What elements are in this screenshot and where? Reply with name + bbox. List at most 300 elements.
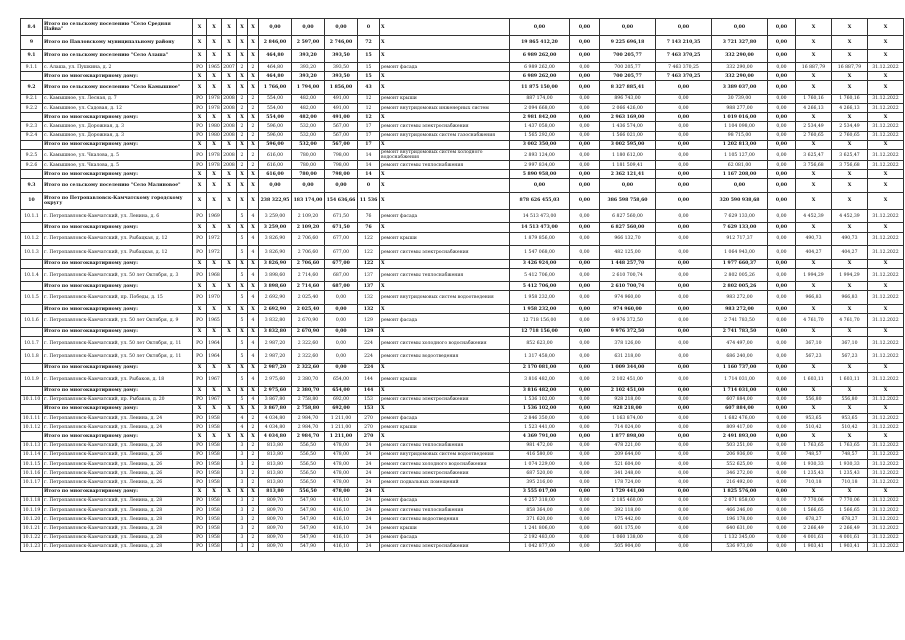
table-cell: 852 623,00 bbox=[510, 336, 570, 350]
table-cell: 1 682 476,00 bbox=[712, 414, 768, 423]
table-cell: 2 109,20 bbox=[292, 209, 325, 223]
table-cell: 2 bbox=[248, 122, 259, 131]
table-cell: 2 bbox=[248, 469, 259, 478]
table-cell: 2 185 460,00 bbox=[600, 496, 656, 505]
table-cell: 0,00 bbox=[570, 150, 600, 161]
table-cell: 1 930,33 bbox=[796, 460, 832, 469]
table-cell: 2 706,60 bbox=[292, 246, 325, 260]
table-total-row bbox=[21, 327, 904, 336]
table-cell: 1958 bbox=[207, 450, 222, 459]
table-cell: 2 bbox=[248, 161, 259, 170]
table-cell: 0,00 bbox=[570, 304, 600, 313]
table-cell: 2 bbox=[248, 496, 259, 505]
table-cell: 2 741 783,50 bbox=[712, 314, 768, 328]
table-cell: 2 714,60 bbox=[292, 268, 325, 282]
table-cell: 224 bbox=[358, 336, 380, 350]
table-cell: 12 718 156,00 bbox=[510, 314, 570, 328]
table-cell: 0,00 bbox=[768, 170, 796, 179]
table-cell: 0,00 bbox=[656, 81, 712, 95]
table-cell bbox=[222, 232, 237, 246]
table-row bbox=[21, 209, 904, 223]
table-cell: 7 770,06 bbox=[796, 496, 832, 505]
table-cell bbox=[222, 542, 237, 551]
table-cell: 521 604,00 bbox=[600, 460, 656, 469]
address-cell: г. Петропавловск-Камчатский, ул. Ленина, д. 24 bbox=[43, 423, 193, 432]
table-cell bbox=[222, 524, 237, 533]
table-cell: 1 167 208,00 bbox=[712, 170, 768, 179]
table-cell: 76 bbox=[358, 209, 380, 223]
table-cell: X bbox=[222, 140, 237, 149]
table-cell: X bbox=[796, 192, 832, 209]
table-cell: 0,00 bbox=[570, 441, 600, 450]
table-cell: 4 034,80 bbox=[259, 423, 292, 432]
table-cell: 2 984,70 bbox=[292, 432, 325, 441]
table-cell: 178 724,00 bbox=[600, 478, 656, 487]
table-cell: 2 746,00 bbox=[325, 36, 358, 50]
table-row bbox=[21, 161, 904, 170]
table-row bbox=[21, 505, 904, 514]
table-cell: X bbox=[248, 81, 259, 95]
table-cell: 1958 bbox=[207, 496, 222, 505]
table-cell: 1 241 806,00 bbox=[510, 524, 570, 533]
table-cell bbox=[21, 304, 43, 313]
table-cell: 0,00 bbox=[656, 487, 712, 496]
table-cell: 813,80 bbox=[259, 487, 292, 496]
table-cell: РО bbox=[193, 414, 207, 423]
table-cell: 2 bbox=[248, 104, 259, 113]
table-cell: 2 610 700,74 bbox=[600, 268, 656, 282]
table-cell: 153 bbox=[358, 404, 380, 413]
table-cell: 10.1.13 bbox=[21, 441, 43, 450]
table-cell: 983 272,00 bbox=[712, 291, 768, 305]
address-cell: с. Алаша, ул. Пушкина, д. 2 bbox=[43, 63, 193, 72]
table-cell: 6 989 262,00 bbox=[510, 63, 570, 72]
table-cell: 2 984,70 bbox=[292, 423, 325, 432]
table-cell: 490,73 bbox=[796, 232, 832, 246]
table-cell bbox=[222, 505, 237, 514]
table-cell: 30 739,00 bbox=[712, 94, 768, 103]
table-cell: X bbox=[832, 282, 868, 291]
table-cell: ремонт подвальных помещений bbox=[380, 478, 510, 487]
table-cell: X bbox=[237, 304, 248, 313]
table-cell: 567,00 bbox=[325, 140, 358, 149]
table-cell: X bbox=[207, 432, 222, 441]
address-cell: г. Петропавловск-Камчатский, ул. Ленина, д. 26 bbox=[43, 469, 193, 478]
table-cell: X bbox=[868, 170, 904, 179]
table-cell: X bbox=[237, 282, 248, 291]
table-cell: 0,00 bbox=[768, 469, 796, 478]
table-cell bbox=[21, 487, 43, 496]
table-cell: 0,00 bbox=[325, 179, 358, 193]
table-cell: 464,80 bbox=[259, 63, 292, 72]
table-cell: X bbox=[237, 113, 248, 122]
table-cell: 31.12.2022 bbox=[868, 94, 904, 103]
address-cell: г. Петропавловск-Камчатский, ул. 50 лет Октября, д. 11 bbox=[43, 350, 193, 364]
table-cell: 2 bbox=[248, 423, 259, 432]
table-cell: 0,00 bbox=[656, 259, 712, 268]
table-cell: 0,00 bbox=[768, 259, 796, 268]
table-cell: 809 417,00 bbox=[712, 423, 768, 432]
table-cell: 1 202 813,00 bbox=[712, 140, 768, 149]
table-cell: 1 856,00 bbox=[325, 81, 358, 95]
table-cell: 464,80 bbox=[259, 72, 292, 81]
table-cell: 478,00 bbox=[325, 450, 358, 459]
table-cell: 0,00 bbox=[570, 131, 600, 140]
table-cell bbox=[222, 209, 237, 223]
table-cell: 2 802 005,26 bbox=[712, 268, 768, 282]
table-cell: 813,80 bbox=[259, 460, 292, 469]
table-cell: 1 523 441,00 bbox=[510, 423, 570, 432]
table-cell: 7 629 133,00 bbox=[712, 223, 768, 232]
table-cell: 678,27 bbox=[796, 515, 832, 524]
table-cell: 43 bbox=[358, 81, 380, 95]
table-cell: 1 566,65 bbox=[796, 505, 832, 514]
table-cell: 0,00 bbox=[292, 179, 325, 193]
table-cell: 2 741 783,50 bbox=[712, 327, 768, 336]
table-cell: X bbox=[207, 363, 222, 372]
table-cell: 31.12.2022 bbox=[868, 291, 904, 305]
address-cell: с. Камышное, ул. Чкалова, д. 5 bbox=[43, 161, 193, 170]
table-cell: 9.2.3 bbox=[21, 122, 43, 131]
table-cell: X bbox=[832, 327, 868, 336]
table-cell: 0,00 bbox=[656, 478, 712, 487]
table-cell: 554,00 bbox=[259, 113, 292, 122]
table-cell: РО bbox=[193, 104, 207, 113]
table-cell: 2 975,60 bbox=[259, 386, 292, 395]
table-cell: 3 625,47 bbox=[796, 150, 832, 161]
table-cell: 1 042 877,00 bbox=[510, 542, 570, 551]
table-cell: 2 bbox=[248, 150, 259, 161]
table-cell bbox=[21, 404, 43, 413]
table-cell: 0,00 bbox=[570, 170, 600, 179]
table-cell: X bbox=[248, 72, 259, 81]
table-cell: X bbox=[868, 386, 904, 395]
table-cell: 1958 bbox=[207, 423, 222, 432]
table-cell: X bbox=[796, 81, 832, 95]
table-cell: 9.2.5 bbox=[21, 150, 43, 161]
table-cell: 31.12.2022 bbox=[868, 542, 904, 551]
table-cell: 0,00 bbox=[570, 505, 600, 514]
table-row bbox=[21, 63, 904, 72]
table-cell: X bbox=[222, 49, 237, 63]
table-cell: 10.1.10 bbox=[21, 395, 43, 404]
table-cell: X bbox=[237, 487, 248, 496]
table-cell: 2008 bbox=[222, 104, 237, 113]
table-total-row bbox=[21, 259, 904, 268]
table-cell: РО bbox=[193, 150, 207, 161]
table-cell: X bbox=[832, 19, 868, 36]
table-cell: 490,73 bbox=[832, 232, 868, 246]
table-cell: 10.1.7 bbox=[21, 336, 43, 350]
table-cell: 1 064 943,00 bbox=[712, 246, 768, 260]
table-cell: 0,00 bbox=[768, 19, 796, 36]
table-cell: 0,00 bbox=[570, 140, 600, 149]
address-cell: Итого по многоквартирному дому: bbox=[43, 259, 193, 268]
address-cell: Итого по многоквартирному дому: bbox=[43, 432, 193, 441]
table-cell: 3 832,80 bbox=[259, 314, 292, 328]
table-cell: X bbox=[237, 19, 248, 36]
table-cell: 209 644,00 bbox=[600, 450, 656, 459]
table-cell: 0,00 bbox=[600, 19, 656, 36]
table-cell: 2 066 426,00 bbox=[600, 104, 656, 113]
table-cell: X bbox=[796, 432, 832, 441]
address-cell: Итого по многоквартирному дому: bbox=[43, 223, 193, 232]
table-cell: 0,00 bbox=[570, 36, 600, 50]
table-cell: 1 436 574,00 bbox=[600, 122, 656, 131]
table-cell: 31.12.2022 bbox=[868, 161, 904, 170]
table-cell: 153 bbox=[358, 395, 380, 404]
table-cell: 607 884,00 bbox=[712, 404, 768, 413]
table-row bbox=[21, 122, 904, 131]
table-cell: 0,00 bbox=[325, 304, 358, 313]
table-cell: 2 bbox=[248, 450, 259, 459]
table-cell: 0,00 bbox=[656, 395, 712, 404]
table-cell: 0,00 bbox=[768, 404, 796, 413]
table-cell: 404,27 bbox=[796, 246, 832, 260]
table-cell: 858 364,00 bbox=[510, 505, 570, 514]
table-cell: ремонт фасада bbox=[380, 533, 510, 542]
table-cell: РО bbox=[193, 478, 207, 487]
table-cell: 175 442,00 bbox=[600, 515, 656, 524]
table-cell: X bbox=[207, 282, 222, 291]
table-cell: 2 bbox=[237, 104, 248, 113]
address-cell: г. Петропавловск-Камчатский, ул. Ленина, д. 26 bbox=[43, 478, 193, 487]
table-cell: 2 102 451,00 bbox=[600, 386, 656, 395]
table-cell: 10.1.1 bbox=[21, 209, 43, 223]
table-cell: X bbox=[237, 363, 248, 372]
table-cell: РО bbox=[193, 63, 207, 72]
table-cell: 4 001,61 bbox=[832, 533, 868, 542]
table-cell: 0,00 bbox=[768, 113, 796, 122]
table-cell: 4 bbox=[248, 268, 259, 282]
table-cell: 3 259,00 bbox=[259, 223, 292, 232]
table-cell: 2008 bbox=[222, 122, 237, 131]
table-cell: 2008 bbox=[222, 161, 237, 170]
table-total-row bbox=[21, 140, 904, 149]
table-cell bbox=[21, 327, 43, 336]
table-cell: 1 074 229,00 bbox=[510, 460, 570, 469]
table-cell: 3 bbox=[237, 515, 248, 524]
table-cell: ремонт крыши bbox=[380, 524, 510, 533]
table-cell: 0,00 bbox=[570, 223, 600, 232]
table-cell: 395 216,00 bbox=[510, 478, 570, 487]
table-cell: 1 994,29 bbox=[796, 268, 832, 282]
table-cell: 0,00 bbox=[570, 460, 600, 469]
table-cell: 3 555 017,00 bbox=[510, 487, 570, 496]
table-cell: ремонт крыши bbox=[380, 94, 510, 103]
table-cell: 0,00 bbox=[325, 363, 358, 372]
table-cell: 3 832,80 bbox=[259, 327, 292, 336]
table-cell: 19 865 412,20 bbox=[510, 36, 570, 50]
table-cell: 813,80 bbox=[259, 441, 292, 450]
table-cell: 10.1.12 bbox=[21, 423, 43, 432]
table-cell: ремонт системы электроснабжения bbox=[380, 542, 510, 551]
table-cell: 10.1.8 bbox=[21, 350, 43, 364]
table-cell: X bbox=[207, 487, 222, 496]
table-cell: ремонт фасада bbox=[380, 314, 510, 328]
table-cell: X bbox=[222, 404, 237, 413]
table-cell bbox=[222, 314, 237, 328]
table-row bbox=[21, 268, 904, 282]
table-cell: X bbox=[868, 432, 904, 441]
table-cell: 547,90 bbox=[292, 533, 325, 542]
address-cell: г. Петропавловск-Камчатский, пр. Рыбаков, д. 20 bbox=[43, 395, 193, 404]
table-cell: 0,00 bbox=[656, 161, 712, 170]
table-cell: 0,00 bbox=[656, 94, 712, 103]
table-cell: X bbox=[380, 304, 510, 313]
table-cell: 677,00 bbox=[325, 259, 358, 268]
table-cell: 0,00 bbox=[656, 350, 712, 364]
table-cell: 416,10 bbox=[325, 496, 358, 505]
table-cell: 3 898,60 bbox=[259, 282, 292, 291]
table-cell: 1958 bbox=[207, 478, 222, 487]
table-cell: 1 825 576,00 bbox=[712, 487, 768, 496]
table-cell: 10.1.5 bbox=[21, 291, 43, 305]
table-cell: 1978 bbox=[207, 161, 222, 170]
table-cell: 320 590 938,68 bbox=[712, 192, 768, 209]
table-cell: 31.12.2022 bbox=[868, 460, 904, 469]
table-cell: 7 463 370,25 bbox=[656, 49, 712, 63]
address-cell: г. Петропавловск-Камчатский, ул. 50 лет Октября, д. 9 bbox=[43, 314, 193, 328]
table-cell: 0,00 bbox=[768, 291, 796, 305]
table-cell: РО bbox=[193, 122, 207, 131]
table-cell: 5 bbox=[237, 395, 248, 404]
table-cell: 0,00 bbox=[656, 450, 712, 459]
table-cell: 532,00 bbox=[292, 122, 325, 131]
table-cell: 556,50 bbox=[292, 450, 325, 459]
table-cell: 616,00 bbox=[259, 170, 292, 179]
table-cell: 988 277,00 bbox=[712, 104, 768, 113]
table-cell: 9 225 696,18 bbox=[600, 36, 656, 50]
table-cell: 1980 bbox=[207, 131, 222, 140]
table-row bbox=[21, 350, 904, 364]
table-cell: X bbox=[207, 192, 222, 209]
table-cell: 0,00 bbox=[768, 63, 796, 72]
table-cell: 1 566 021,00 bbox=[600, 131, 656, 140]
table-cell: 0,00 bbox=[768, 209, 796, 223]
table-cell: 983 272,00 bbox=[712, 304, 768, 313]
table-cell: 0,00 bbox=[768, 282, 796, 291]
table-cell: X bbox=[832, 81, 868, 95]
table-cell: X bbox=[193, 282, 207, 291]
table-cell: 2 997 834,00 bbox=[510, 161, 570, 170]
table-cell: 2 362 121,41 bbox=[600, 170, 656, 179]
table-cell: 677,00 bbox=[325, 232, 358, 246]
table-cell: 16 887,79 bbox=[832, 63, 868, 72]
address-cell: с. Камышное, ул. Лесная, д. 7 bbox=[43, 94, 193, 103]
table-cell: 6 989 262,00 bbox=[510, 49, 570, 63]
table-cell: 9.2 bbox=[21, 81, 43, 95]
table-cell: 4 bbox=[248, 314, 259, 328]
table-cell: 1 903,41 bbox=[832, 542, 868, 551]
table-total-row bbox=[21, 81, 904, 95]
table-cell: 10.1.2 bbox=[21, 232, 43, 246]
table-cell: 966,83 bbox=[832, 291, 868, 305]
table-cell: 393,50 bbox=[325, 63, 358, 72]
table-cell: 532,00 bbox=[292, 140, 325, 149]
table-cell: X bbox=[868, 192, 904, 209]
table-cell: 1 763,65 bbox=[832, 441, 868, 450]
table-cell: 270 bbox=[358, 414, 380, 423]
table-cell: 6 827 560,00 bbox=[600, 209, 656, 223]
table-row bbox=[21, 104, 904, 113]
table-cell: 0,00 bbox=[656, 496, 712, 505]
table-cell: 206 936,00 bbox=[712, 450, 768, 459]
table-cell: 416,10 bbox=[325, 542, 358, 551]
table-cell: 4 452,39 bbox=[832, 209, 868, 223]
table-cell: X bbox=[796, 19, 832, 36]
table-cell: 1964 bbox=[207, 350, 222, 364]
address-cell: г. Петропавловск-Камчатский, ул. Рыбаков, д. 18 bbox=[43, 373, 193, 387]
table-cell: 31.12.2022 bbox=[868, 414, 904, 423]
table-cell: 341 248,00 bbox=[600, 469, 656, 478]
table-cell: 0,00 bbox=[570, 386, 600, 395]
table-cell: РО bbox=[193, 515, 207, 524]
table-cell: 8 327 885,41 bbox=[600, 81, 656, 95]
table-cell: 1 760,16 bbox=[832, 94, 868, 103]
table-cell: 367,10 bbox=[796, 336, 832, 350]
table-cell: 0,00 bbox=[570, 414, 600, 423]
table-cell bbox=[222, 478, 237, 487]
table-cell: X bbox=[207, 81, 222, 95]
table-cell: 0,00 bbox=[570, 496, 600, 505]
table-cell: X bbox=[248, 282, 259, 291]
table-cell: X bbox=[868, 304, 904, 313]
table-cell: 31.12.2022 bbox=[868, 209, 904, 223]
table-cell: 2 975,60 bbox=[259, 373, 292, 387]
table-cell: 1958 bbox=[207, 505, 222, 514]
table-cell: 1967 bbox=[207, 373, 222, 387]
table-cell: 31.12.2022 bbox=[868, 423, 904, 432]
table-cell: X bbox=[796, 304, 832, 313]
table-cell: 31.12.2022 bbox=[868, 496, 904, 505]
table-cell: 1 132 345,00 bbox=[712, 533, 768, 542]
table-cell: 1 009 344,00 bbox=[600, 363, 656, 372]
table-cell: 532,00 bbox=[292, 131, 325, 140]
table-cell: 3 bbox=[237, 460, 248, 469]
table-cell: 0,00 bbox=[570, 487, 600, 496]
table-cell: 510,42 bbox=[796, 423, 832, 432]
table-cell: 654,00 bbox=[325, 386, 358, 395]
table-cell: 9.1.1 bbox=[21, 63, 43, 72]
table-cell: 3 bbox=[237, 478, 248, 487]
table-total-row bbox=[21, 36, 904, 50]
table-cell: X bbox=[207, 304, 222, 313]
table-cell: 5 bbox=[237, 314, 248, 328]
table-cell: 12 bbox=[358, 104, 380, 113]
address-cell: Итого по сельскому поселению "Село Алаша" bbox=[43, 49, 193, 63]
table-cell: 1958 bbox=[207, 414, 222, 423]
table-cell: 0,00 bbox=[570, 161, 600, 170]
table-cell: 0,00 bbox=[570, 542, 600, 551]
table-cell: X bbox=[796, 140, 832, 149]
table-cell: 1958 bbox=[207, 460, 222, 469]
table-row bbox=[21, 478, 904, 487]
table-cell: 1978 bbox=[207, 104, 222, 113]
table-cell: 393,20 bbox=[292, 72, 325, 81]
table-cell: 505 904,00 bbox=[600, 542, 656, 551]
table-cell: 4 266,13 bbox=[796, 104, 832, 113]
table-cell: X bbox=[832, 72, 868, 81]
table-cell: 0,00 bbox=[768, 246, 796, 260]
table-cell: X bbox=[868, 19, 904, 36]
table-cell: 367,10 bbox=[832, 336, 868, 350]
table-cell: 0,00 bbox=[656, 291, 712, 305]
table-cell: 0,00 bbox=[656, 404, 712, 413]
table-cell: РО bbox=[193, 469, 207, 478]
table-cell: 3 259,00 bbox=[259, 209, 292, 223]
table-cell: ремонт фасада bbox=[380, 209, 510, 223]
